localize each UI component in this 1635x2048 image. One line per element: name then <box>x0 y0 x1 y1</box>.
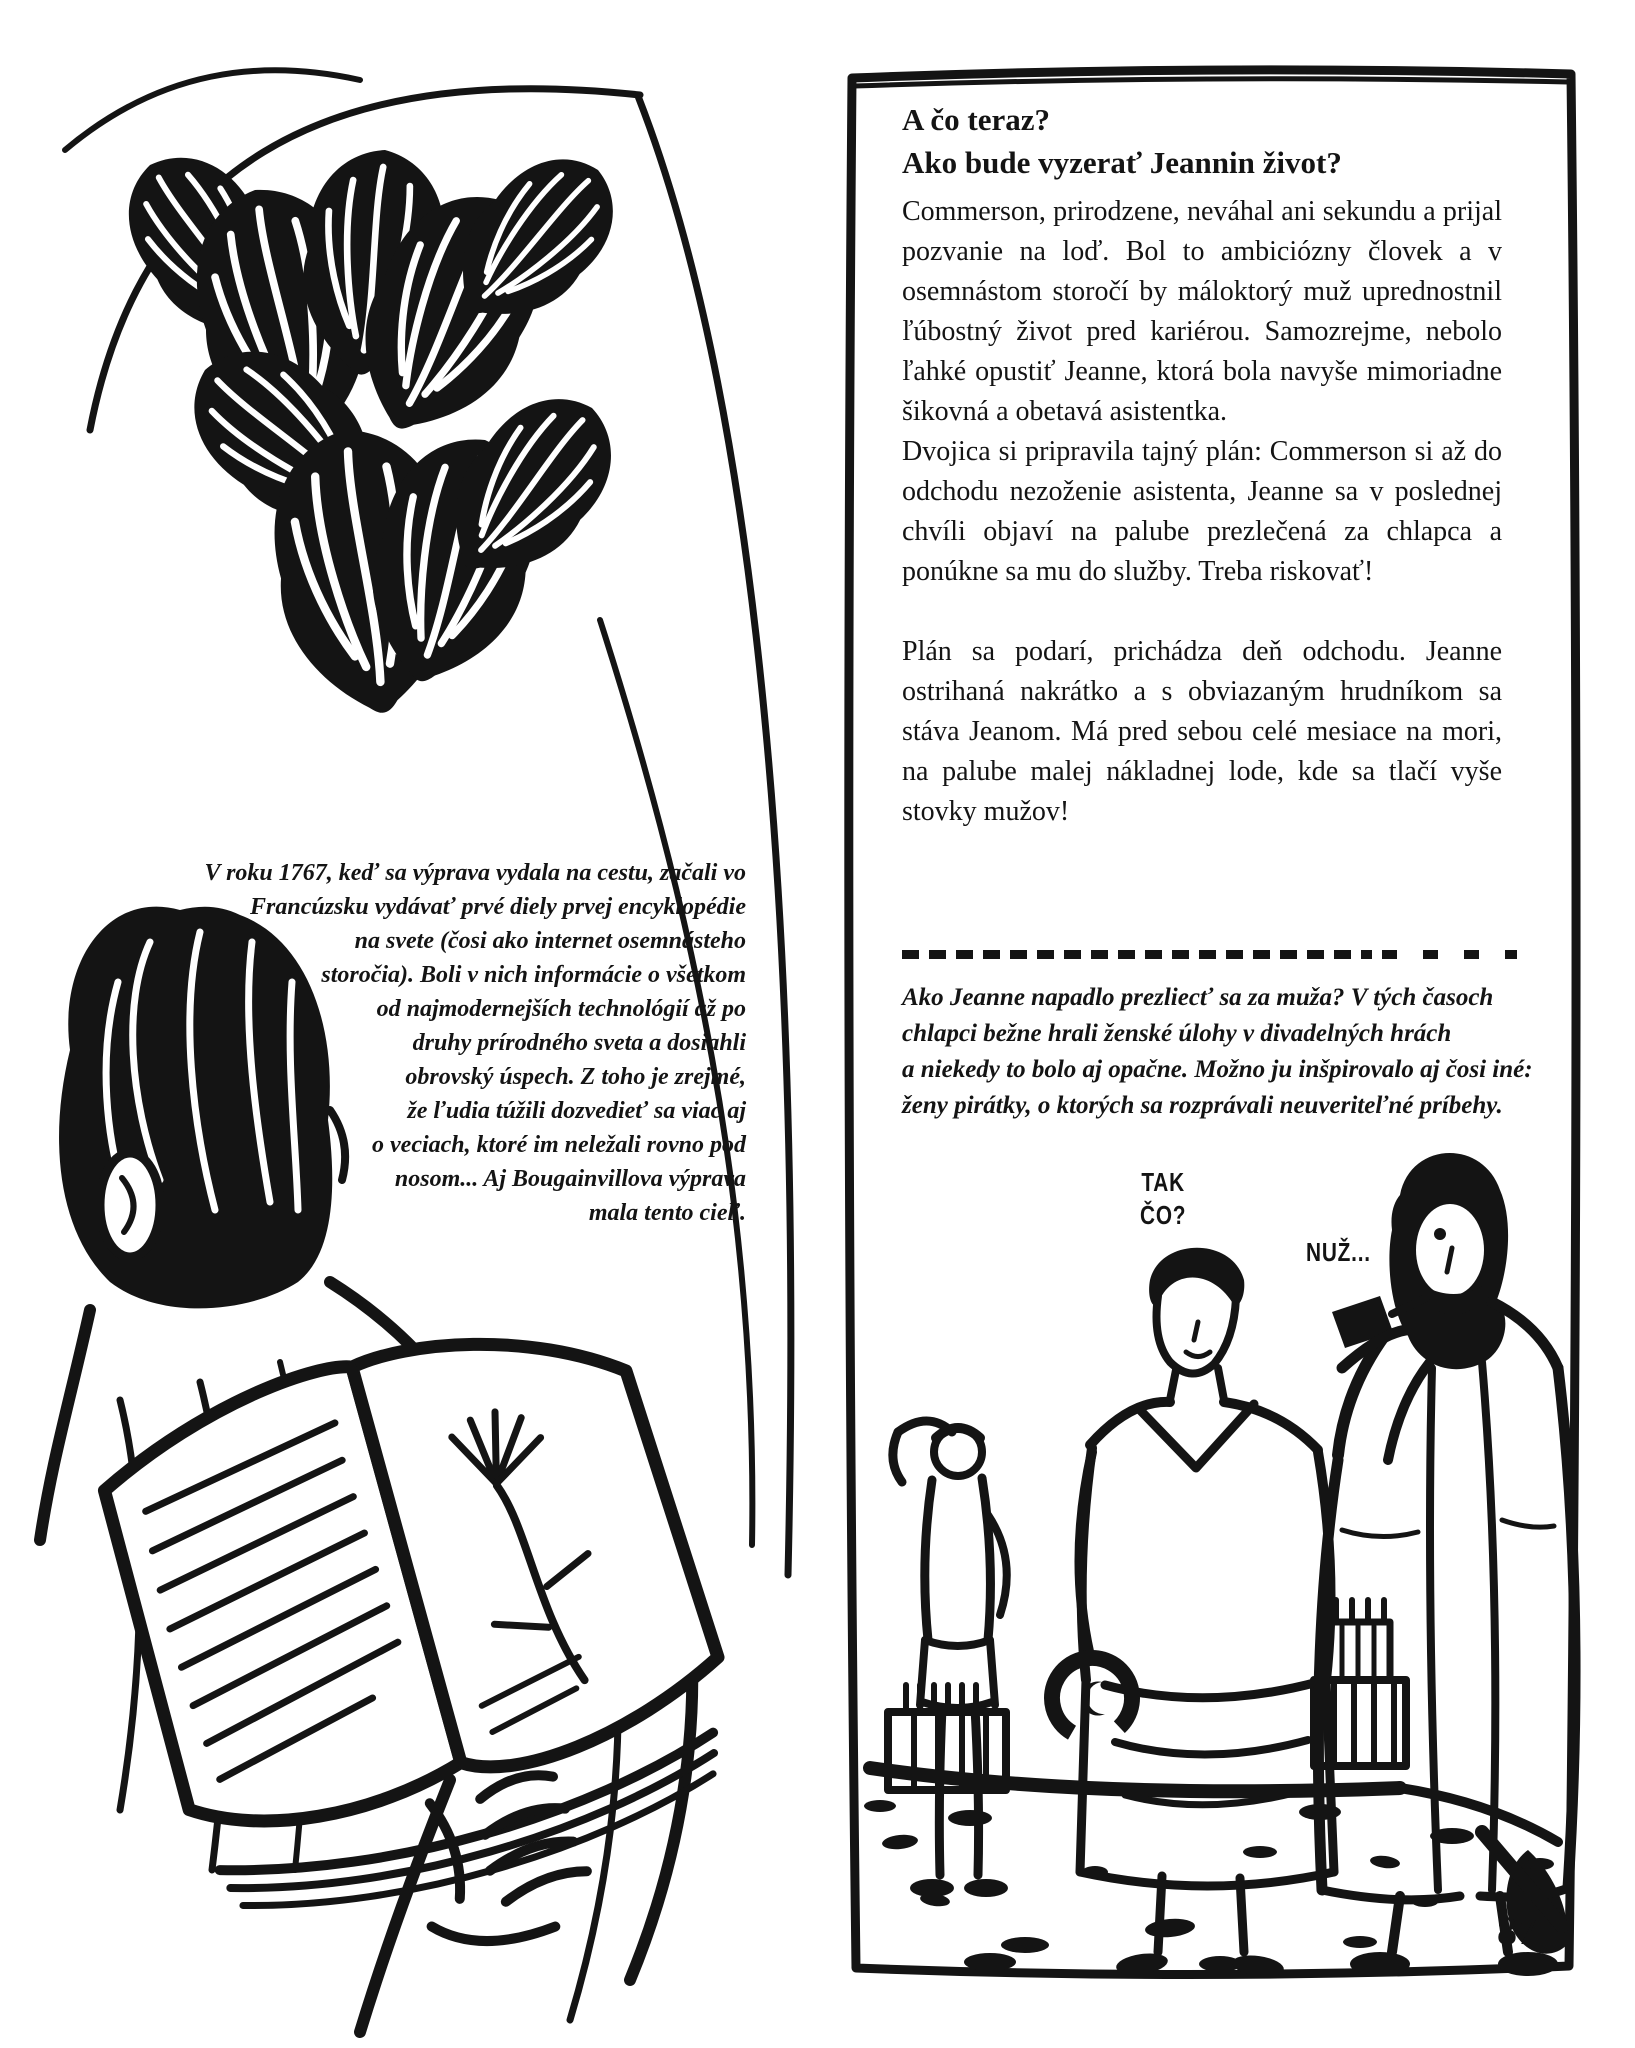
caption-line: od najmodernejších technológií až po <box>376 996 746 1022</box>
note-line: ženy pirátky, o ktorých sa rozprávali neuveriteľné príbehy. <box>902 1092 1503 1119</box>
caption-line: že ľudia túžili dozvedieť sa viac aj <box>407 1098 746 1124</box>
caption-line: mala tento cieľ. <box>588 1200 746 1226</box>
caption-line: nosom... Aj Bougainvillova výprava <box>394 1166 746 1192</box>
story-panel <box>840 60 1590 1988</box>
panel-body-text <box>902 192 1502 832</box>
caption-line: druhy prírodného sveta a dosiahli <box>412 1030 746 1056</box>
panel-heading <box>902 98 1522 184</box>
three-figures-illustration <box>840 1100 1590 1988</box>
note-line: chlapci bežne hrali ženské úlohy v divadelných hrách <box>902 1020 1452 1047</box>
caption-line: storočia). Boli v nich informácie o všetkom <box>321 962 746 988</box>
note-line: Ako Jeanne napadlo prezliecť sa za muža? V tých časoch <box>902 984 1494 1011</box>
speech-line: NUŽ... <box>1306 1237 1371 1267</box>
paragraph: Dvojica si pripravila tajný plán: Commerson si až do odchodu nezoženie asistenta, Jeanne sa v poslednej chvíli objaví na palube prezlečená za chlapca a ponúkne sa mu do služby. Treba riskovať! <box>902 436 1502 587</box>
paragraph: Commerson, prirodzene, neváhal ani sekundu a prijal pozvanie na loď. Bol to ambiciózny človek a v osemnástom storočí by máloktorý muž uprednostnil ľúbostný život pred kariérou. Samozrejme, nebolo ľahké opustiť Jeanne, ktorá bola navyše mimoriadne šikovná a obetavá asistentka. <box>902 196 1502 427</box>
paragraph: Plán sa podarí, prichádza deň odchodu. Jeanne ostrihaná nakrátko a s obviazaným hrudníkom sa stáva Jeanom. Má pred sebou celé mesiace na mori, na palube malej nákladnej lode, kde sa tlačí vyše stovky mužov! <box>902 636 1502 827</box>
panel-heading-line1: A čo teraz? <box>902 102 1051 137</box>
speech-line: TAK <box>1141 1167 1185 1197</box>
dashed-divider <box>902 950 1517 959</box>
caption-line: na svete (čosi ako internet osemnásteho <box>354 928 746 954</box>
divider-dense-dashes <box>902 950 1372 959</box>
reader-with-book-illustration <box>30 880 760 2048</box>
caption-line: Francúzsku vydávať prvé diely prvej encyklopédie <box>250 894 746 920</box>
speech-line: ČO? <box>1140 1200 1187 1230</box>
divider-sparse-dashes <box>1382 950 1517 959</box>
page-number: 87 <box>1497 1908 1537 1953</box>
note-line: a niekedy to bolo aj opačne. Možno ju inšpirovalo aj čosi iné: <box>902 1056 1533 1083</box>
caption-line: V roku 1767, keď sa výprava vydala na cestu, začali vo <box>204 860 746 886</box>
panel-heading-line2: Ako bude vyzerať Jeannin život? <box>902 145 1342 180</box>
caption-line: o veciach, ktoré im neležali rovno pod <box>372 1132 746 1158</box>
caption-line: obrovský úspech. Z toho je zrejmé, <box>405 1064 746 1090</box>
